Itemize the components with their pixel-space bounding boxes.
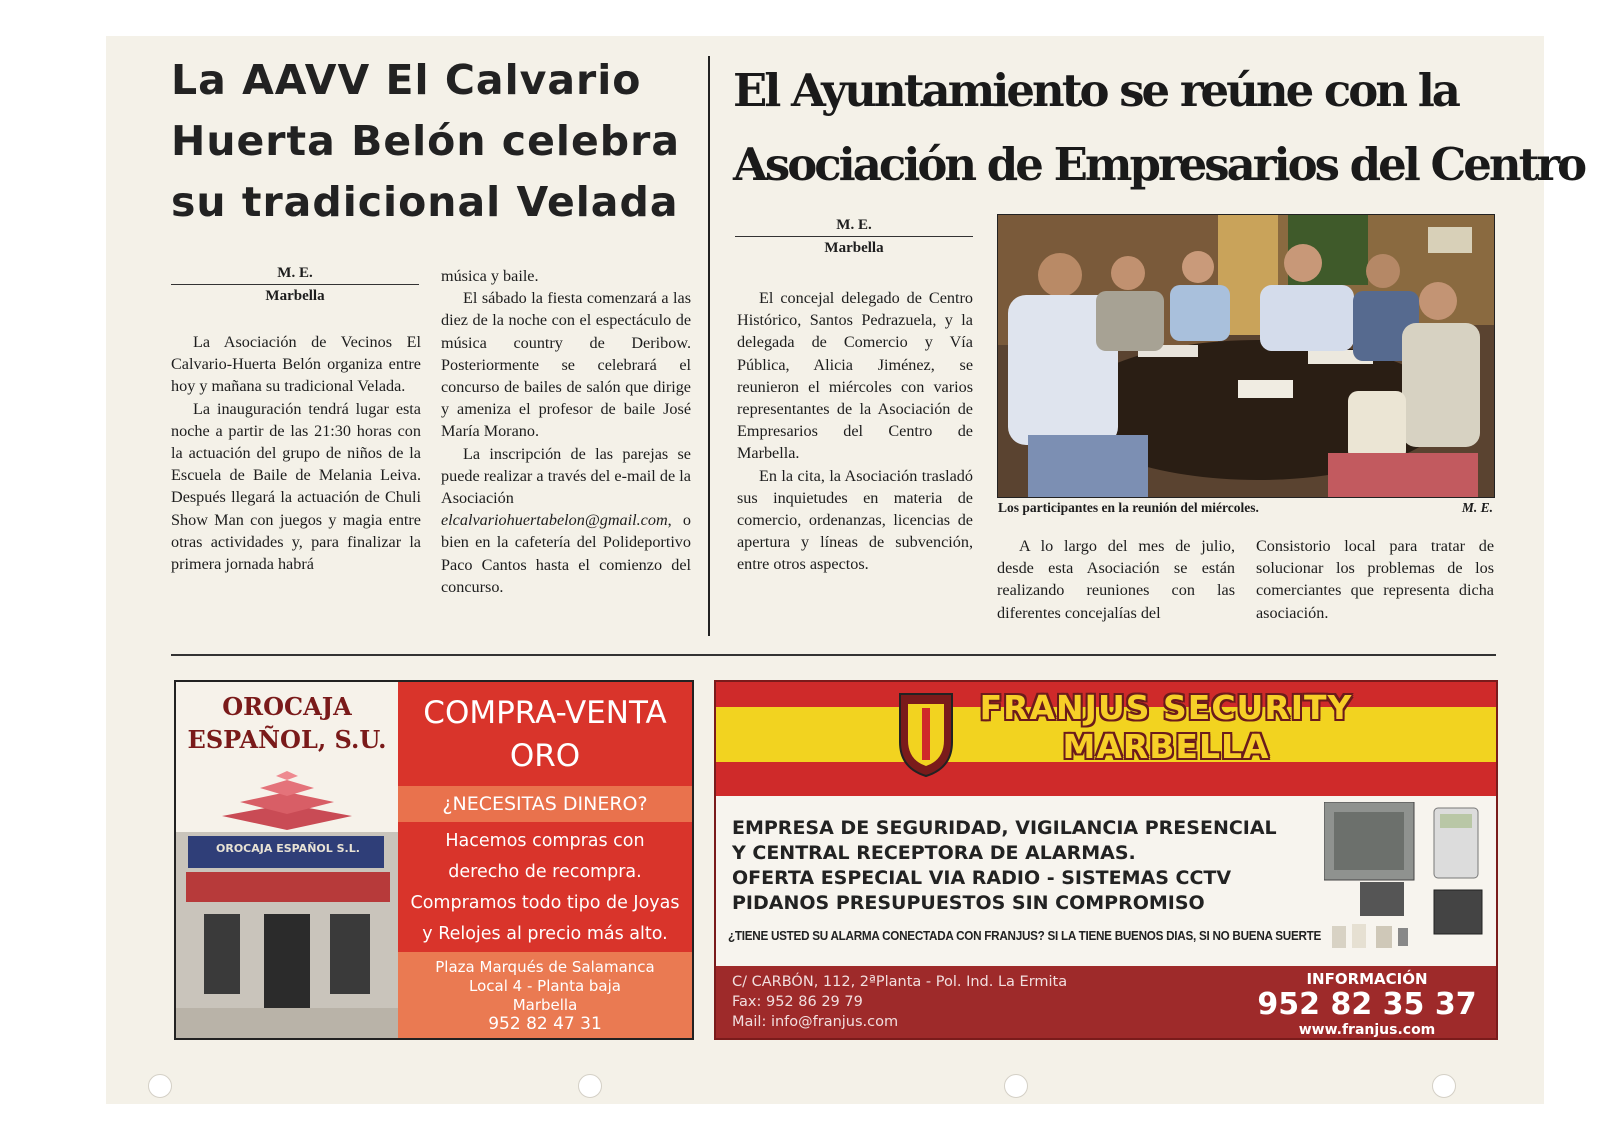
- storefront-photo: [176, 832, 398, 1038]
- left-byline: M. E. Marbella: [171, 262, 419, 307]
- paragraph: A lo largo del mes de julio, desde esta Asociación se están realizando reuniones con las diferentes concejalías del: [997, 537, 1235, 622]
- franjus-services: EMPRESA DE SEGURIDAD, VIGILANCIA PRESENCIAL Y CENTRAL RECEPTORA DE ALARMAS. OFERTA ESPECIAL VIA RADIO - SISTEMAS CCTV PIDANOS PRESUPUESTOS SIN COMPROMISO: [732, 817, 1277, 914]
- photo-credit: M. E.: [1461, 500, 1493, 515]
- right-article-column-1: [737, 287, 973, 576]
- orocaja-logo-text: OROCAJA ESPAÑOL, S.U.: [187, 692, 387, 754]
- franjus-contact: C/ CARBÓN, 112, 2ªPlanta - Pol. Ind. La Ermita Fax: 952 86 29 79 Mail: info@franjus.com: [732, 974, 1068, 1030]
- gold-bars-icon: [212, 768, 362, 838]
- franjus-question: ¿TIENE USTED SU ALARMA CONECTADA CON FRANJUS? SI LA TIENE BUENOS DIAS, SI NO BUENA SUERTE: [728, 928, 1322, 943]
- franjus-phone: 952 82 35 37: [1257, 987, 1477, 1022]
- meeting-photo: [997, 214, 1495, 498]
- section-divider: [171, 654, 1496, 656]
- paragraph: La Asociación de Vecinos El Calvario-Huerta Belón organiza entre hoy y mañana su tradicional Velada.: [171, 333, 421, 396]
- left-article-column-1: [171, 331, 421, 575]
- paragraph: El concejal delegado de Centro Histórico, Santos Pedrazuela, y la delegada de Comercio y Vía Pública, Alicia Jiménez, se reunieron el miércoles con varios representantes de la Asociación de Empresarios del Centro de Marbella.: [737, 289, 973, 463]
- orocaja-brand-panel: [176, 682, 398, 1038]
- franjus-ad: [714, 680, 1498, 1040]
- franjus-info: INFORMACIÓN 952 82 35 37 www.franjus.com: [1252, 970, 1482, 1038]
- storefront-sign: OROCAJA ESPAÑOL S.L.: [216, 842, 360, 855]
- paragraph: La inscripción de las parejas se puede realizar a través del e-mail de la Asociación elcalvariohuertabelon@gmail.com, o bien en la cafetería del Polideportivo Paco Cantos hasta el comienzo del concurso.: [441, 444, 691, 596]
- paragraph: La inauguración tendrá lugar esta noche a partir de las 21:30 horas con la actuación del grupo de niños de la Escuela de Baile de Melania Leiva. Después llegará la actuación de Chuli Show Man con juegos y magia entre otras actividades y, para finalizar la primera jornada habrá: [171, 399, 421, 574]
- right-headline: El Ayuntamiento se reúne con la Asociación de Empresarios del Centro: [733, 64, 1585, 191]
- right-article-column-3: [1256, 535, 1494, 624]
- email-link[interactable]: elcalvariohuertabelon@gmail.com: [441, 511, 668, 530]
- necesitas-dinero-band: ¿NECESITAS DINERO?: [398, 786, 692, 822]
- compra-venta-title: COMPRA-VENTA ORO: [423, 695, 667, 774]
- orocaja-offer-text: Hacemos compras con derecho de recompra. Compramos todo tipo de Joyas y Relojes al precio más alto.: [410, 831, 680, 944]
- franjus-shield-icon: [896, 690, 956, 780]
- orocaja-offer-panel: [398, 682, 692, 1038]
- franjus-title: FRANJUS SECURITY MARBELLA: [979, 688, 1353, 766]
- orocaja-phone: 952 82 47 31: [488, 1014, 602, 1034]
- right-byline: M. E. Marbella: [735, 214, 973, 259]
- orocaja-ad: [174, 680, 694, 1040]
- column-divider: [708, 56, 710, 636]
- orocaja-address: Plaza Marqués de Salamanca Local 4 - Planta baja Marbella 952 82 47 31: [398, 952, 692, 1038]
- franjus-website[interactable]: www.franjus.com: [1298, 1022, 1436, 1038]
- right-article-column-2: [997, 535, 1235, 624]
- meeting-photo-image: [998, 215, 1494, 497]
- left-headline: La AAVV El Calvario Huerta Belón celebra su tradicional Velada: [171, 56, 681, 226]
- paragraph: En la cita, la Asociación trasladó sus inquietudes en materia de comercio, ordenanzas, licencias de apertura y líneas de subvención, entre otros aspectos.: [737, 466, 973, 574]
- alarm-equipment-icon: [1324, 802, 1486, 952]
- paragraph: música y baile.: [441, 267, 539, 285]
- paragraph: Consistorio local para tratar de solucionar los problemas de los comerciantes que representa dicha asociación.: [1256, 537, 1494, 622]
- photo-caption: Los participantes en la reunión del miércoles. M. E.: [998, 500, 1493, 515]
- paragraph: El sábado la fiesta comenzará a las diez de la noche con el espectáculo de música country de Deribow. Posteriormente se celebrará el concurso de bailes de salón que dirige y ameniza el profesor de baile José María Morano.: [441, 289, 691, 441]
- flag-stripe-red: [716, 762, 1496, 796]
- left-article-column-2: [441, 265, 691, 598]
